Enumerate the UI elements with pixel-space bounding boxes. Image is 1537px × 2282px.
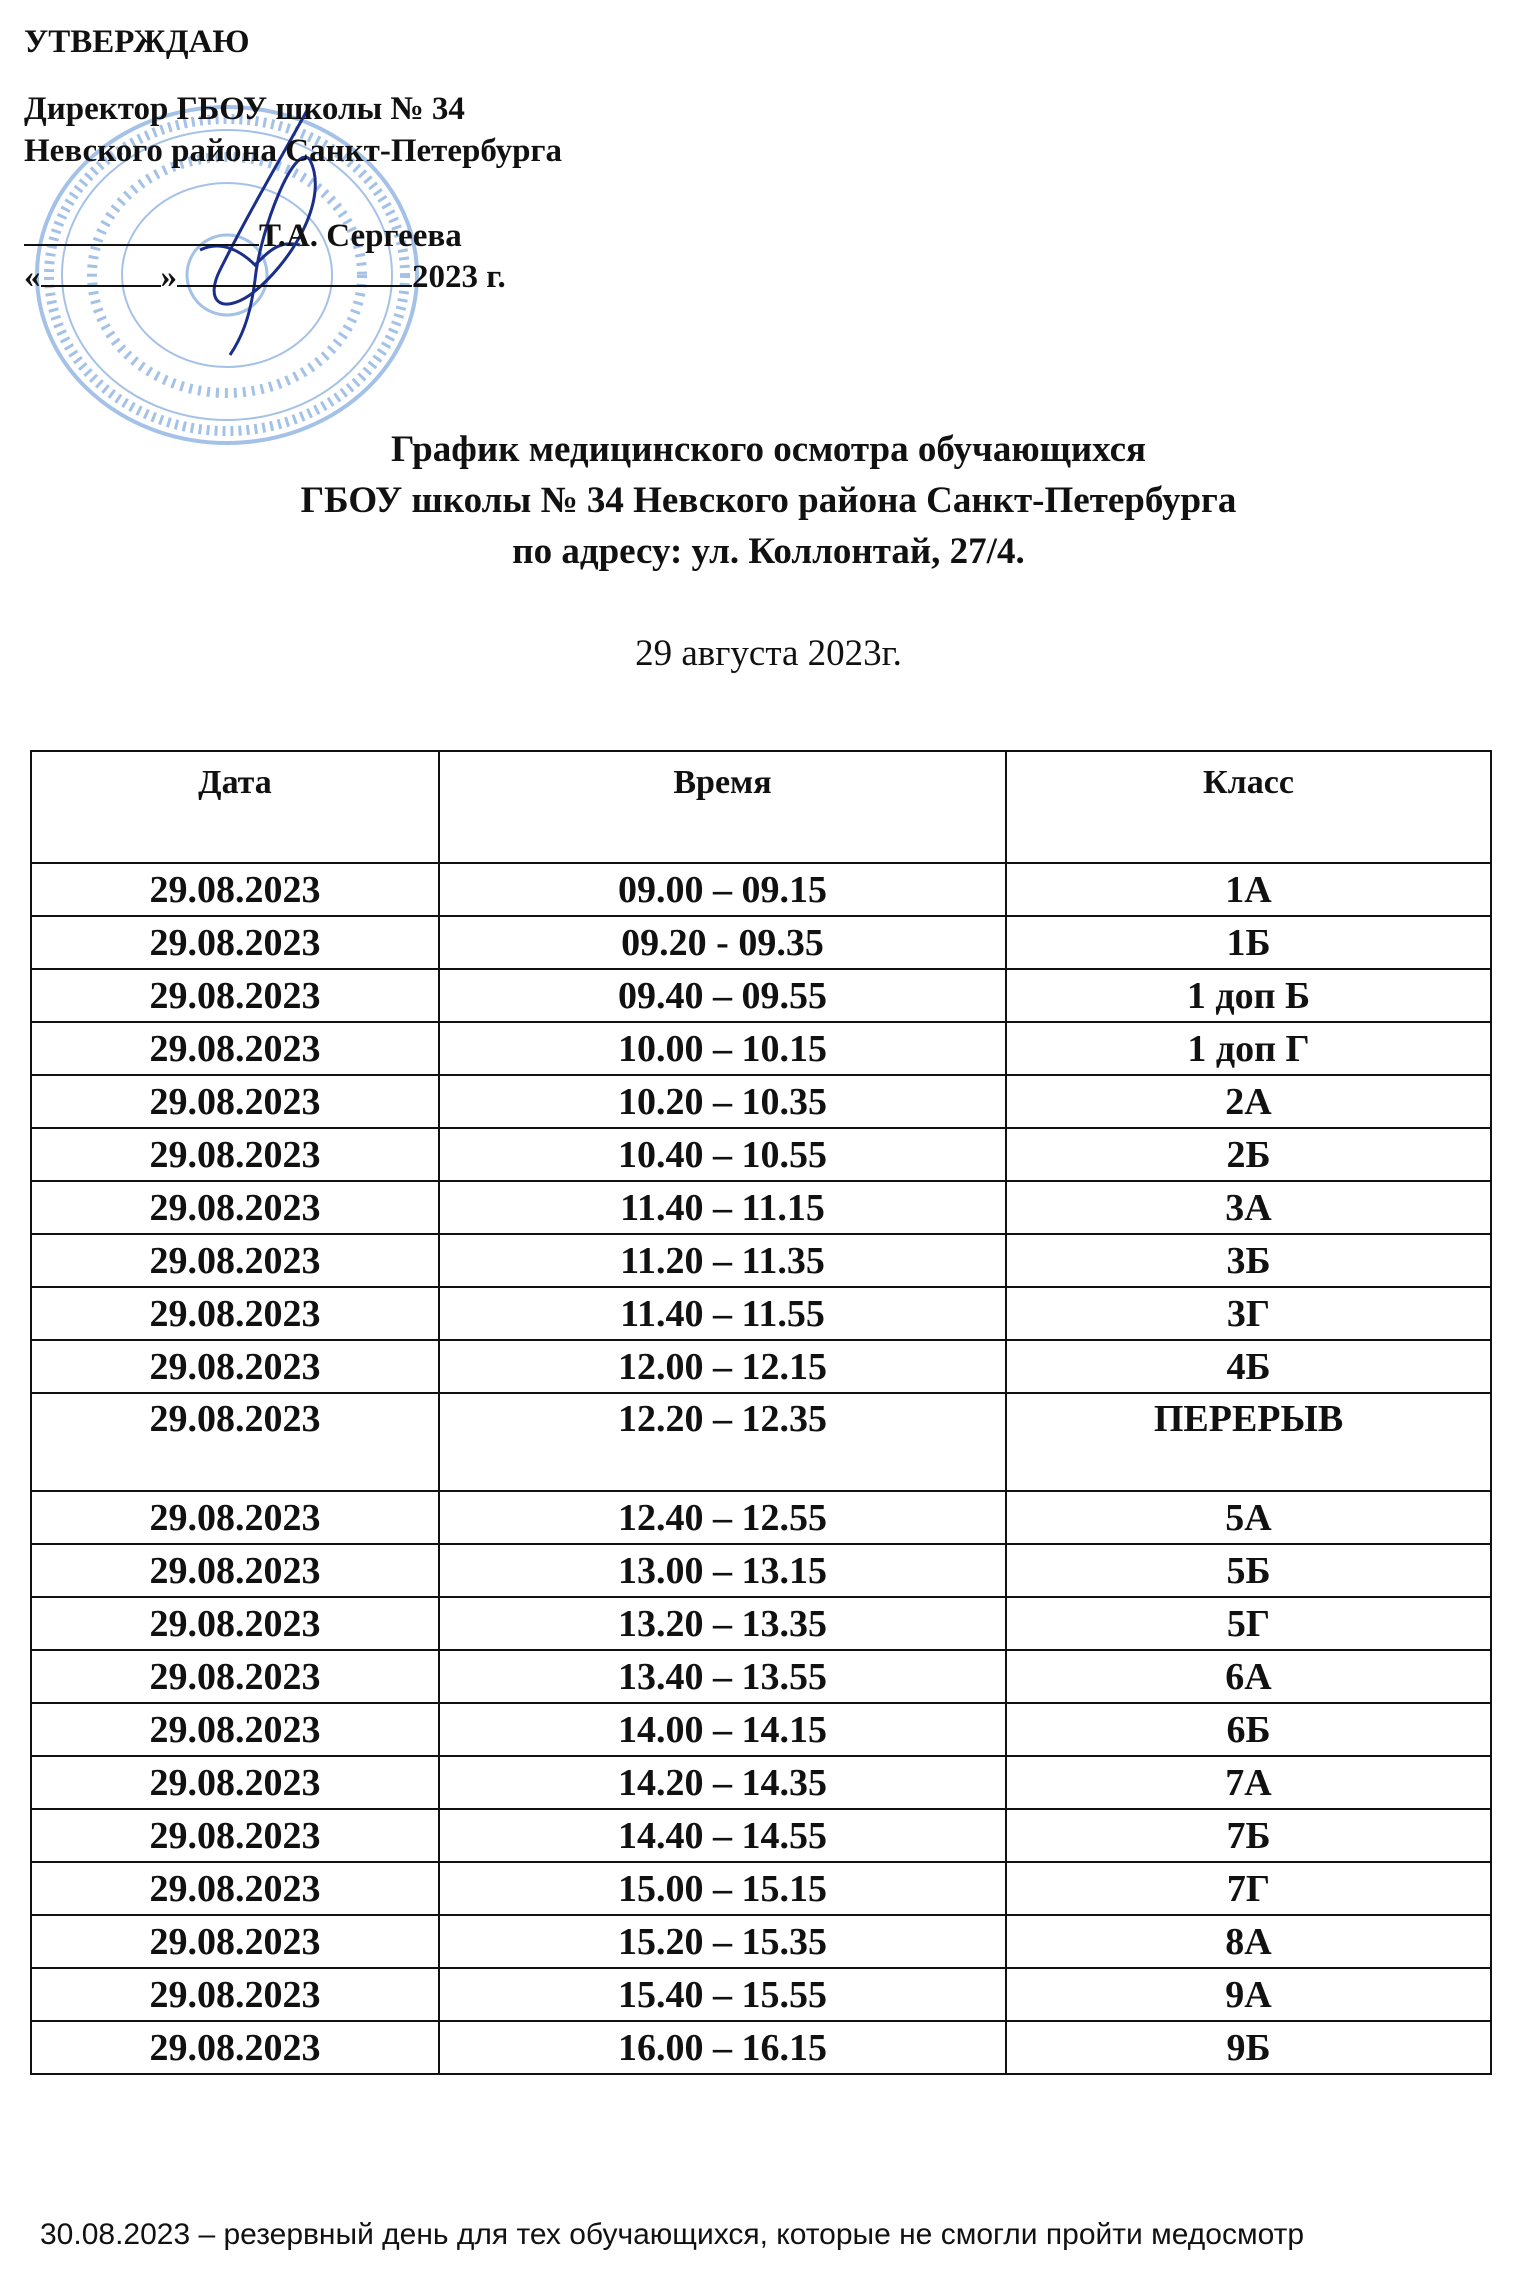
cell-date: 29.08.2023 [31, 1393, 439, 1491]
cell-time: 11.40 – 11.55 [439, 1287, 1006, 1340]
table-row [31, 1703, 1491, 1756]
table-row [31, 1491, 1491, 1544]
cell-time: 14.20 – 14.35 [439, 1756, 1006, 1809]
approval-signatory: Т.А. Сергеева [259, 217, 462, 254]
cell-date: 29.08.2023 [31, 1128, 439, 1181]
cell-time: 12.40 – 12.55 [439, 1491, 1006, 1544]
approval-block [24, 22, 562, 298]
cell-time: 12.00 – 12.15 [439, 1340, 1006, 1393]
table-row [31, 1809, 1491, 1862]
cell-class: 7А [1006, 1756, 1491, 1809]
table-row [31, 1968, 1491, 2021]
cell-date: 29.08.2023 [31, 1650, 439, 1703]
cell-date: 29.08.2023 [31, 1703, 439, 1756]
cell-class: 3Б [1006, 1234, 1491, 1287]
table-row [31, 1022, 1491, 1075]
quote-open: « [24, 259, 41, 295]
table-row [31, 1234, 1491, 1287]
cell-date: 29.08.2023 [31, 1287, 439, 1340]
cell-date: 29.08.2023 [31, 1862, 439, 1915]
cell-class: 1А [1006, 863, 1491, 916]
document-title-line1: График медицинского осмотра обучающихся [390, 429, 1147, 470]
cell-time: 11.20 – 11.35 [439, 1234, 1006, 1287]
approval-year: 2023 г. [412, 259, 506, 295]
quote-close: » [160, 259, 177, 295]
cell-time: 14.00 – 14.15 [439, 1703, 1006, 1756]
cell-time: 09.40 – 09.55 [439, 969, 1006, 1022]
cell-time: 09.20 - 09.35 [439, 916, 1006, 969]
table-row [31, 1287, 1491, 1340]
cell-time: 15.40 – 15.55 [439, 1968, 1006, 2021]
cell-date: 29.08.2023 [31, 863, 439, 916]
cell-time: 10.40 – 10.55 [439, 1128, 1006, 1181]
table-row [31, 916, 1491, 969]
header-date: Дата [31, 751, 439, 863]
approval-position-line1: Директор ГБОУ школы № 34 [24, 91, 465, 128]
table-row [31, 1915, 1491, 1968]
cell-time: 13.40 – 13.55 [439, 1650, 1006, 1703]
cell-time: 12.20 – 12.35 [439, 1393, 1006, 1491]
table-row [31, 1393, 1491, 1491]
cell-class: 6А [1006, 1650, 1491, 1703]
document-title-line3: по адресу: ул. Коллонтай, 27/4. [512, 531, 1025, 572]
cell-class: 7Г [1006, 1862, 1491, 1915]
table-row [31, 1075, 1491, 1128]
cell-date: 29.08.2023 [31, 1022, 439, 1075]
cell-class: 1 доп Г [1006, 1022, 1491, 1075]
cell-class: 1 доп Б [1006, 969, 1491, 1022]
cell-class: 5Б [1006, 1544, 1491, 1597]
table-row [31, 969, 1491, 1022]
table-row [31, 2021, 1491, 2074]
cell-time: 09.00 – 09.15 [439, 863, 1006, 916]
document-title-line2: ГБОУ школы № 34 Невского района Санкт-Петербурга [300, 480, 1237, 521]
cell-class: 2Б [1006, 1128, 1491, 1181]
cell-time: 15.00 – 15.15 [439, 1862, 1006, 1915]
cell-class: 6Б [1006, 1703, 1491, 1756]
cell-class: 5А [1006, 1491, 1491, 1544]
approval-position-line2: Невского района Санкт-Петербурга [24, 132, 562, 169]
cell-date: 29.08.2023 [31, 1181, 439, 1234]
cell-date: 29.08.2023 [31, 1075, 439, 1128]
cell-class: 5Г [1006, 1597, 1491, 1650]
cell-date: 29.08.2023 [31, 1915, 439, 1968]
cell-date: 29.08.2023 [31, 1968, 439, 2021]
cell-class: ПЕРЕРЫВ [1006, 1393, 1491, 1491]
cell-class: 2А [1006, 1075, 1491, 1128]
table-row [31, 1544, 1491, 1597]
table-row [31, 1597, 1491, 1650]
cell-class: 3Г [1006, 1287, 1491, 1340]
header-class: Класс [1006, 751, 1491, 863]
cell-date: 29.08.2023 [31, 1340, 439, 1393]
cell-time: 14.40 – 14.55 [439, 1809, 1006, 1862]
cell-class: 4Б [1006, 1340, 1491, 1393]
table-row [31, 863, 1491, 916]
cell-time: 13.00 – 13.15 [439, 1544, 1006, 1597]
table-row [31, 1340, 1491, 1393]
cell-date: 29.08.2023 [31, 916, 439, 969]
cell-time: 10.20 – 10.35 [439, 1075, 1006, 1128]
table-row [31, 1756, 1491, 1809]
cell-date: 29.08.2023 [31, 1597, 439, 1650]
table-row [31, 1862, 1491, 1915]
cell-time: 11.40 – 11.15 [439, 1181, 1006, 1234]
cell-time: 16.00 – 16.15 [439, 2021, 1006, 2074]
cell-class: 8А [1006, 1915, 1491, 1968]
header-time: Время [439, 751, 1006, 863]
cell-class: 9А [1006, 1968, 1491, 2021]
table-row [31, 1128, 1491, 1181]
cell-date: 29.08.2023 [31, 1491, 439, 1544]
table-row [31, 1650, 1491, 1703]
cell-class: 1Б [1006, 916, 1491, 969]
cell-date: 29.08.2023 [31, 1234, 439, 1287]
cell-time: 13.20 – 13.35 [439, 1597, 1006, 1650]
cell-date: 29.08.2023 [31, 1544, 439, 1597]
cell-class: 7Б [1006, 1809, 1491, 1862]
cell-date: 29.08.2023 [31, 2021, 439, 2074]
approval-heading: УТВЕРЖДАЮ [24, 24, 250, 60]
document-date: 29 августа 2023г. [635, 633, 902, 674]
cell-date: 29.08.2023 [31, 969, 439, 1022]
cell-date: 29.08.2023 [31, 1809, 439, 1862]
cell-time: 15.20 – 15.35 [439, 1915, 1006, 1968]
cell-time: 10.00 – 10.15 [439, 1022, 1006, 1075]
table-header-row [31, 751, 1491, 863]
table-row [31, 1181, 1491, 1234]
cell-class: 9Б [1006, 2021, 1491, 2074]
cell-date: 29.08.2023 [31, 1756, 439, 1809]
cell-class: 3А [1006, 1181, 1491, 1234]
schedule-table [30, 750, 1492, 2075]
footer-note: 30.08.2023 – резервный день для тех обучающихся, которые не смогли пройти медосмотр [40, 2218, 1305, 2251]
